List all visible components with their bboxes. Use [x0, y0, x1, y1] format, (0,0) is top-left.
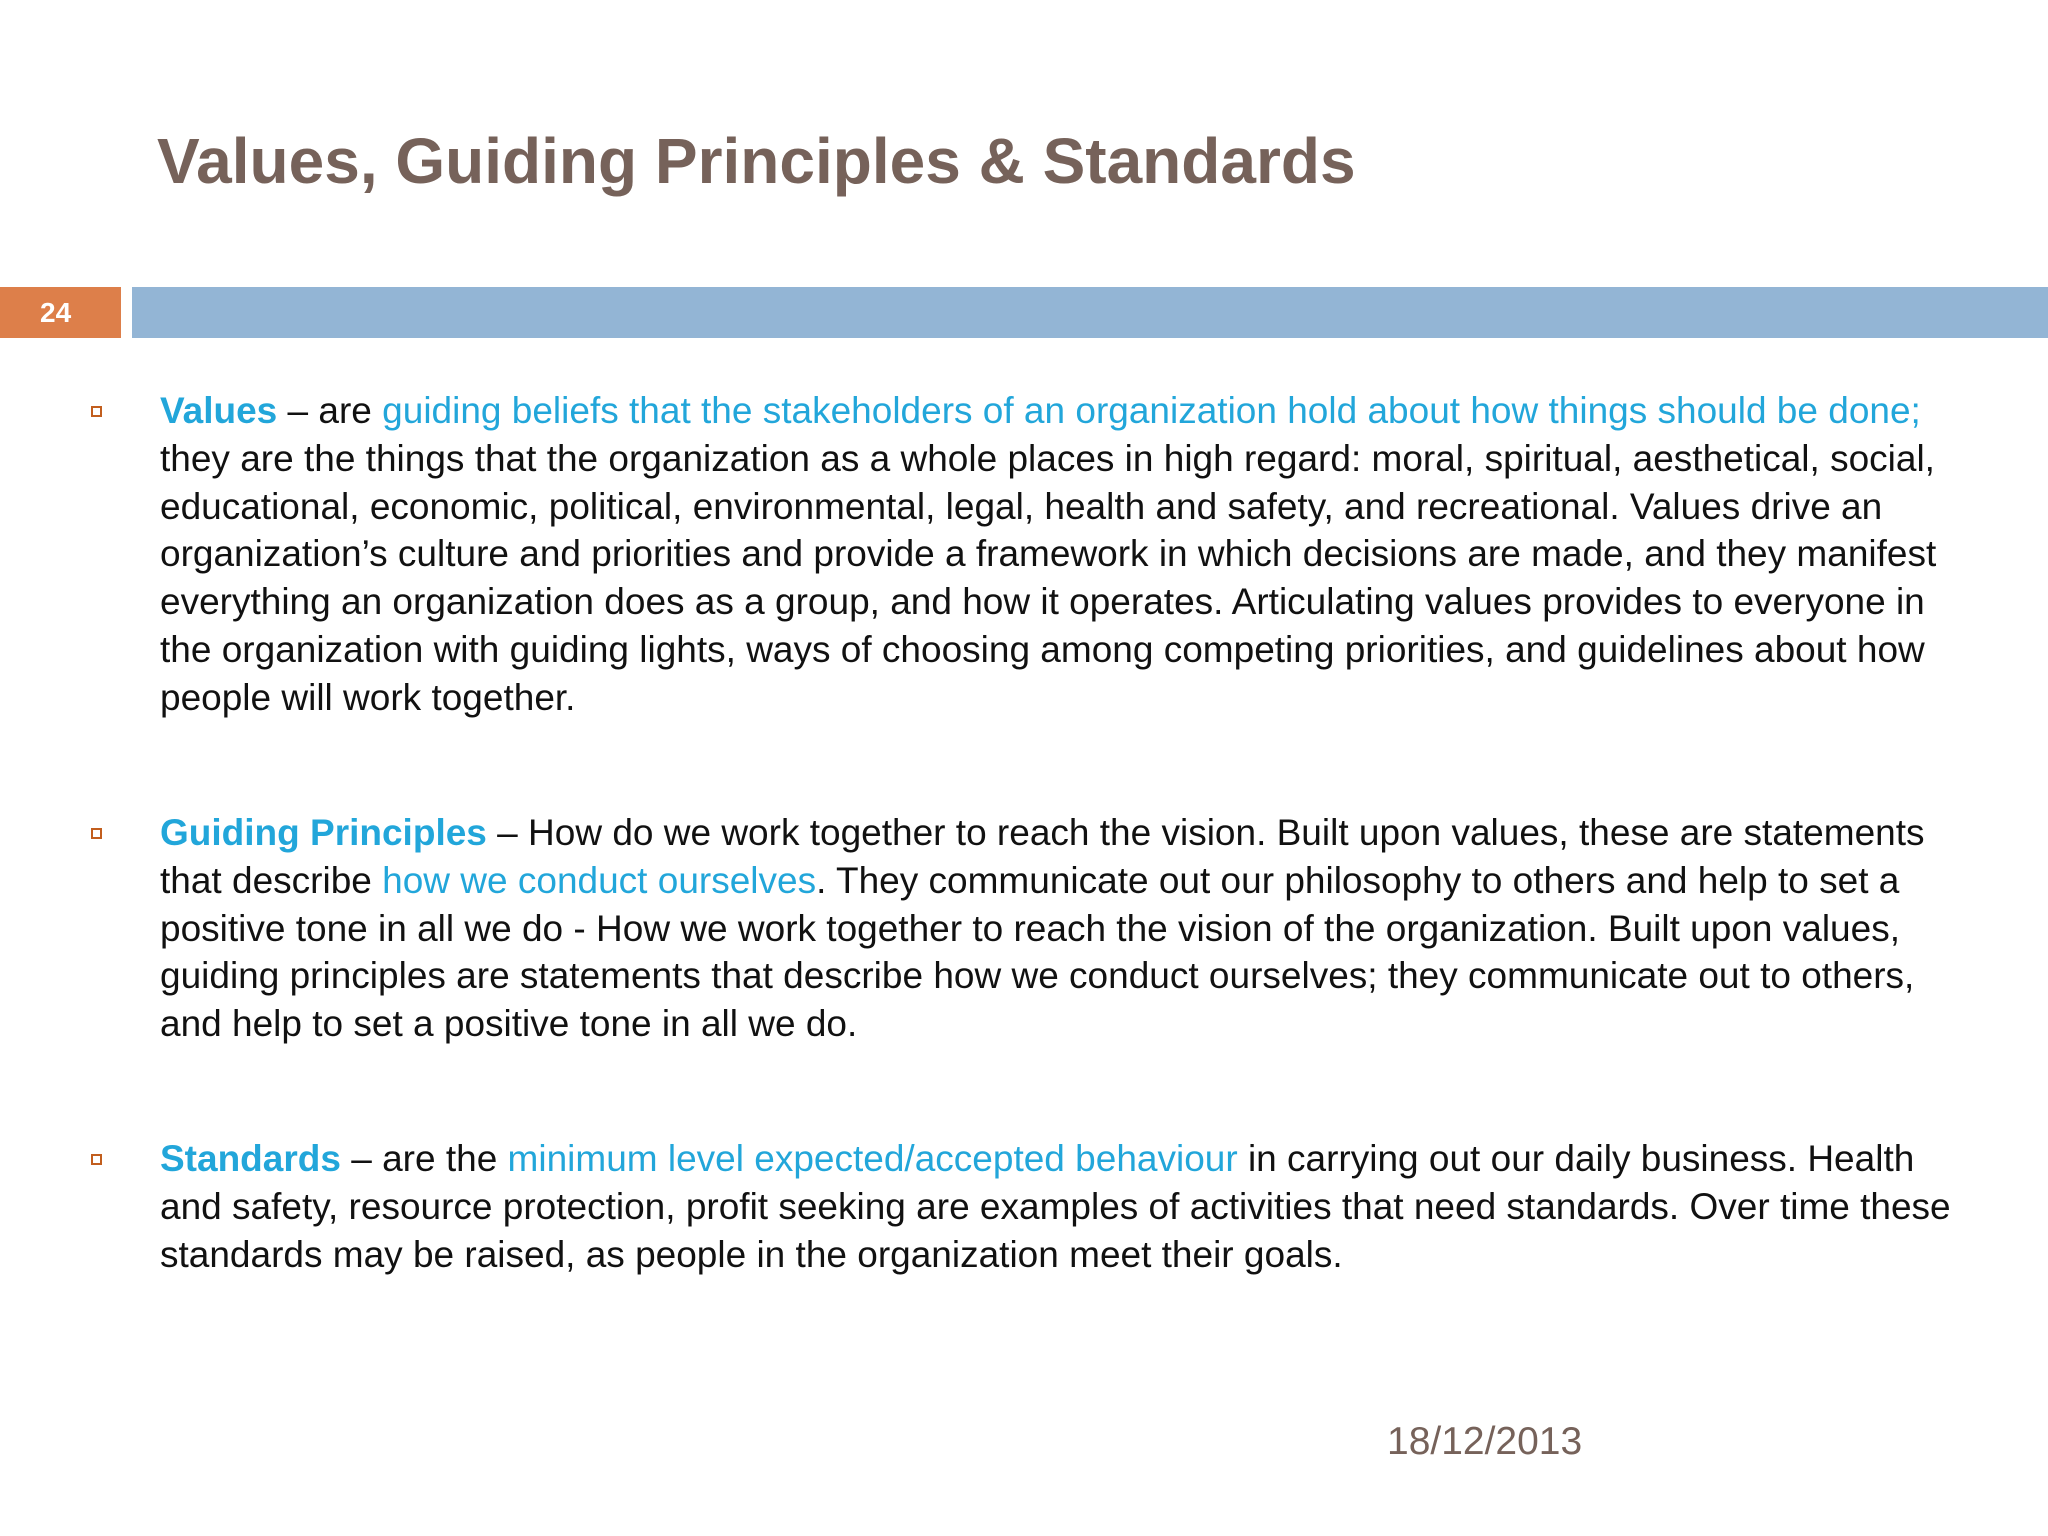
header-divider-bar	[132, 287, 2048, 338]
values-highlight: guiding beliefs that the stakeholders of an organization hold about how things should be done;	[382, 390, 1921, 431]
values-connector: – are	[277, 390, 383, 431]
square-bullet-icon	[91, 1154, 102, 1165]
term-values: Values	[160, 390, 278, 431]
bullet-item-values	[160, 387, 1960, 722]
guiding-principles-intro: – How do we work together to reach the vision. Built upon values, these are statements that describe	[160, 812, 1925, 901]
square-bullet-icon	[91, 406, 102, 417]
slide-date: 18/12/2013	[1387, 1420, 1583, 1463]
term-standards: Standards	[160, 1138, 341, 1179]
bullet-item-guiding-principles	[160, 809, 1960, 1048]
square-bullet-icon	[91, 828, 102, 839]
standards-connector: – are the	[340, 1138, 508, 1179]
standards-body: in carrying out our daily business. Health and safety, resource protection, profit seeking are examples of activities that need standards. Over time these standards may be raised, as people in the organization meet their goals.	[160, 1138, 1951, 1275]
slide-title: Values, Guiding Principles & Standards	[157, 125, 1356, 197]
values-body: they are the things that the organization as a whole places in high regard: moral, spiritual, aesthetical, social, educational, economic, political, environmental, legal, health and safety, and recreational. Values drive an organization’s culture and priorities and provide a framework in which decisions are made, and they manifest everything an organization does as a group, and how it operates. Articulating values provides to everyone in the organization with guiding lights, ways of choosing among competing priorities, and guidelines about how people will work together.	[160, 437, 1937, 718]
guiding-principles-highlight: how we conduct ourselves	[382, 859, 817, 901]
page-number-badge: 24	[0, 287, 121, 338]
standards-highlight: minimum level expected/accepted behaviour	[507, 1138, 1238, 1179]
term-guiding-principles: Guiding Principles	[160, 812, 487, 853]
guiding-principles-body: . They communicate out our philosophy to others and help to set a positive tone in all we do - How we work together to reach the vision of the organization. Built upon values, guiding principles are statements that describe how we conduct ourselves; they communicate out to others, and help to set a positive tone in all we do.	[160, 859, 1915, 1045]
bullet-item-standards	[160, 1135, 1960, 1278]
